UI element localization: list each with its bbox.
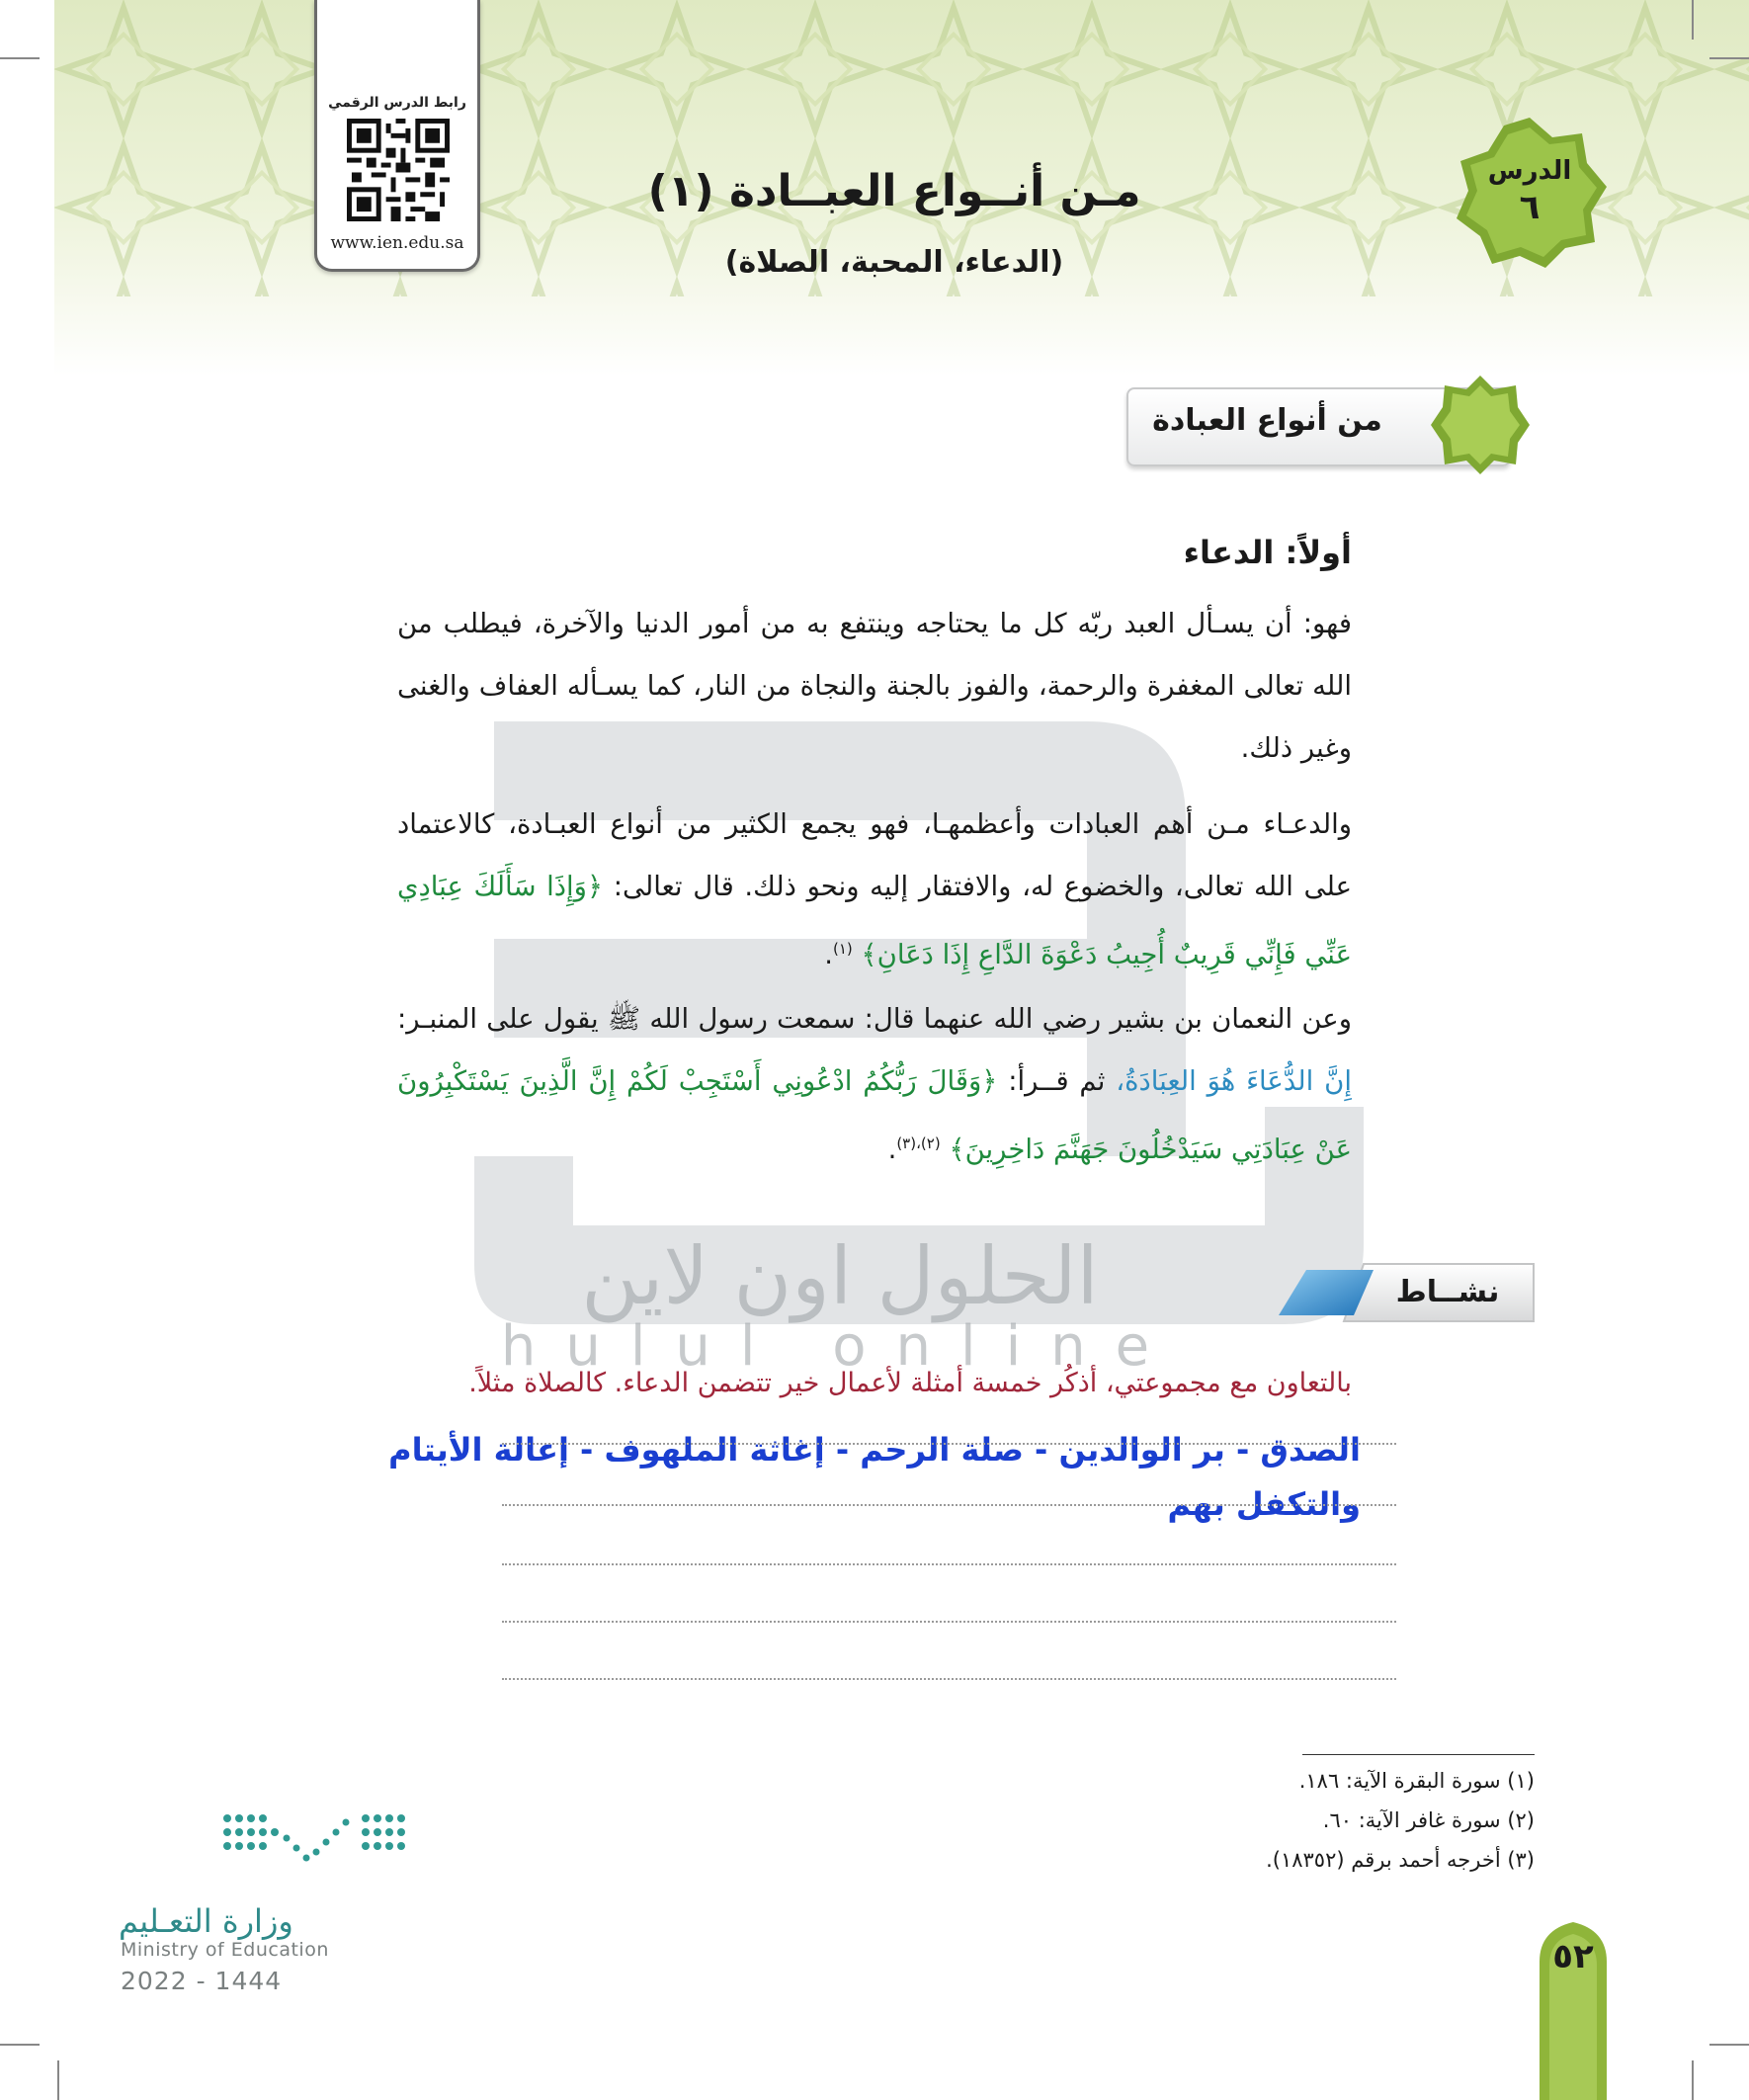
activity-answer[interactable]: الصدق - بر الوالدين - صلة الرحم - إغاثة الملهوف - إعالة الأيتام والتكفل بهم [388, 1431, 1361, 1523]
lesson-badge-label: الدرس [1487, 156, 1572, 186]
crop-mark [1709, 2044, 1749, 2046]
paragraph-importance-text: والدعـاء مـن أهم العبادات وأعظمهـا، فهو يجمع الكثير من أنواع العبـادة، كالاعتماد على الله تعالى، والخضوع له، والافتقار إليه ونحو ذلك. قال تعالى: [397, 808, 1352, 902]
footnote-1: (١) سورة البقرة الآية: ١٨٦. [1298, 1769, 1535, 1793]
lesson-badge-number: ٦ [1519, 188, 1541, 227]
quran-verse-2: ﴿وَقَالَ رَبُّكُمُ ادْعُونِي أَسْتَجِبْ لَكُمْ إِنَّ الَّذِينَ يَسْتَكْبِرُونَ عَنْ عِبَادَتِي سَيَدْخُلُونَ جَهَنَّمَ دَاخِرِينَ﴾ [397, 1065, 1352, 1166]
footnote-2: (٢) سورة غافر الآية: ٦٠. [1322, 1808, 1535, 1832]
crop-mark [1709, 57, 1749, 59]
ministry-name-ar: وزارة التعـليم [119, 1902, 293, 1940]
quran-verse-1: ﴿وَإِذَا سَأَلَكَ عِبَادِي عَنِّي فَإِنِّي قَرِيبٌ أُجِيبُ دَعْوَةَ الدَّاعِ إِذَا دَعَانِ﴾ [397, 871, 1352, 971]
crop-mark [1692, 0, 1694, 40]
answer-line[interactable] [502, 1678, 1396, 1680]
lesson-title: مـن أنــواع العبــادة (١) [647, 166, 1141, 216]
qr-url[interactable]: www.ien.edu.sa [330, 233, 464, 253]
footnote-3: (٣) أخرجه أحمد برقم (١٨٣٥٢). [1266, 1848, 1535, 1872]
crop-mark [57, 2060, 59, 2100]
lesson-subtitle: (الدعاء، المحبة، الصلاة) [724, 245, 1064, 280]
section-star-icon [1429, 374, 1532, 476]
qr-code-icon[interactable] [347, 119, 450, 221]
paragraph-definition: فهو: أن يسـأل العبد ربّه كل ما يحتاجه وينتفع به من أمور الدنيا والآخرة، فيطلب من الله تعالى المغفرة والرحمة، والفوز بالجنة والنجاة من النار، كما يسـأله العفاف والغنى وغير ذلك. [397, 608, 1352, 764]
crop-mark [0, 2044, 40, 2046]
hadith-then: ثم قــرأ: [1008, 1065, 1106, 1097]
activity-question: بالتعاون مع مجموعتي، أذكُر خمسة أمثلة لأعمال خير تتضمن الدعاء. كالصلاة مثلاً. [468, 1368, 1352, 1398]
hadith-text: إِنَّ الدُّعَاءَ هُوَ العِبَادَةُ، [1116, 1065, 1352, 1097]
answer-line[interactable] [502, 1621, 1396, 1623]
paragraph-hadith: وعن النعمان بن بشير رضي الله عنهما قال: سمعت رسول الله ﷺ يقول على المنبـر: إِنَّ الدُّعَاءَ هُوَ العِبَادَةُ، ثم قــرأ: ﴿وَقَالَ رَبُّكُمُ ادْعُونِي أَسْتَجِبْ لَكُمْ إِنَّ الَّذِينَ يَسْتَكْبِرُونَ عَنْ عِبَادَتِي سَيَدْخُلُونَ جَهَنَّمَ دَاخِرِينَ﴾ $^{(٢)،(٣)}$. [397, 1003, 1352, 1166]
answer-line[interactable] [502, 1563, 1396, 1565]
digital-lesson-qr-card[interactable] [314, 0, 480, 272]
answer-line[interactable] [502, 1443, 1396, 1445]
watermark-text-en: hulul online [500, 1314, 1180, 1379]
ministry-year: 2022 - 1444 [121, 1967, 283, 1995]
activity-label: نشــاط [1395, 1275, 1500, 1309]
answer-line[interactable] [502, 1504, 1396, 1506]
page-number: ٥٢ [1552, 1937, 1594, 1976]
footnote-ref-2-3: (٢)،(٣) [896, 1134, 941, 1152]
section-title: من أنواع العبادة [1152, 403, 1382, 438]
subsection-heading: أولاً: الدعاء [1183, 534, 1352, 571]
footnote-divider [1302, 1754, 1535, 1755]
footnote-ref-1: (١) [832, 940, 853, 958]
crop-mark [0, 57, 40, 59]
hadith-intro: وعن النعمان بن بشير رضي الله عنهما قال: سمعت رسول الله ﷺ يقول على المنبـر: [397, 1003, 1352, 1035]
ministry-logo-icon [217, 1808, 415, 1868]
watermark-text-ar: الحلول اون لاين [581, 1230, 1099, 1322]
paragraph-importance: والدعـاء مـن أهم العبادات وأعظمهـا، فهو يجمع الكثير من أنواع العبـادة، كالاعتماد على الله تعالى، والخضوع له، والافتقار إليه ونحو ذلك. قال تعالى: ﴿وَإِذَا سَأَلَكَ عِبَادِي عَنِّي فَإِنِّي قَرِيبٌ أُجِيبُ دَعْوَةَ الدَّاعِ إِذَا دَعَانِ﴾ $^{(١)}$. [397, 808, 1352, 971]
ministry-name-en: Ministry of Education [121, 1939, 329, 1961]
qr-label: رابط الدرس الرقمي [328, 95, 466, 111]
crop-mark [1692, 2060, 1694, 2100]
